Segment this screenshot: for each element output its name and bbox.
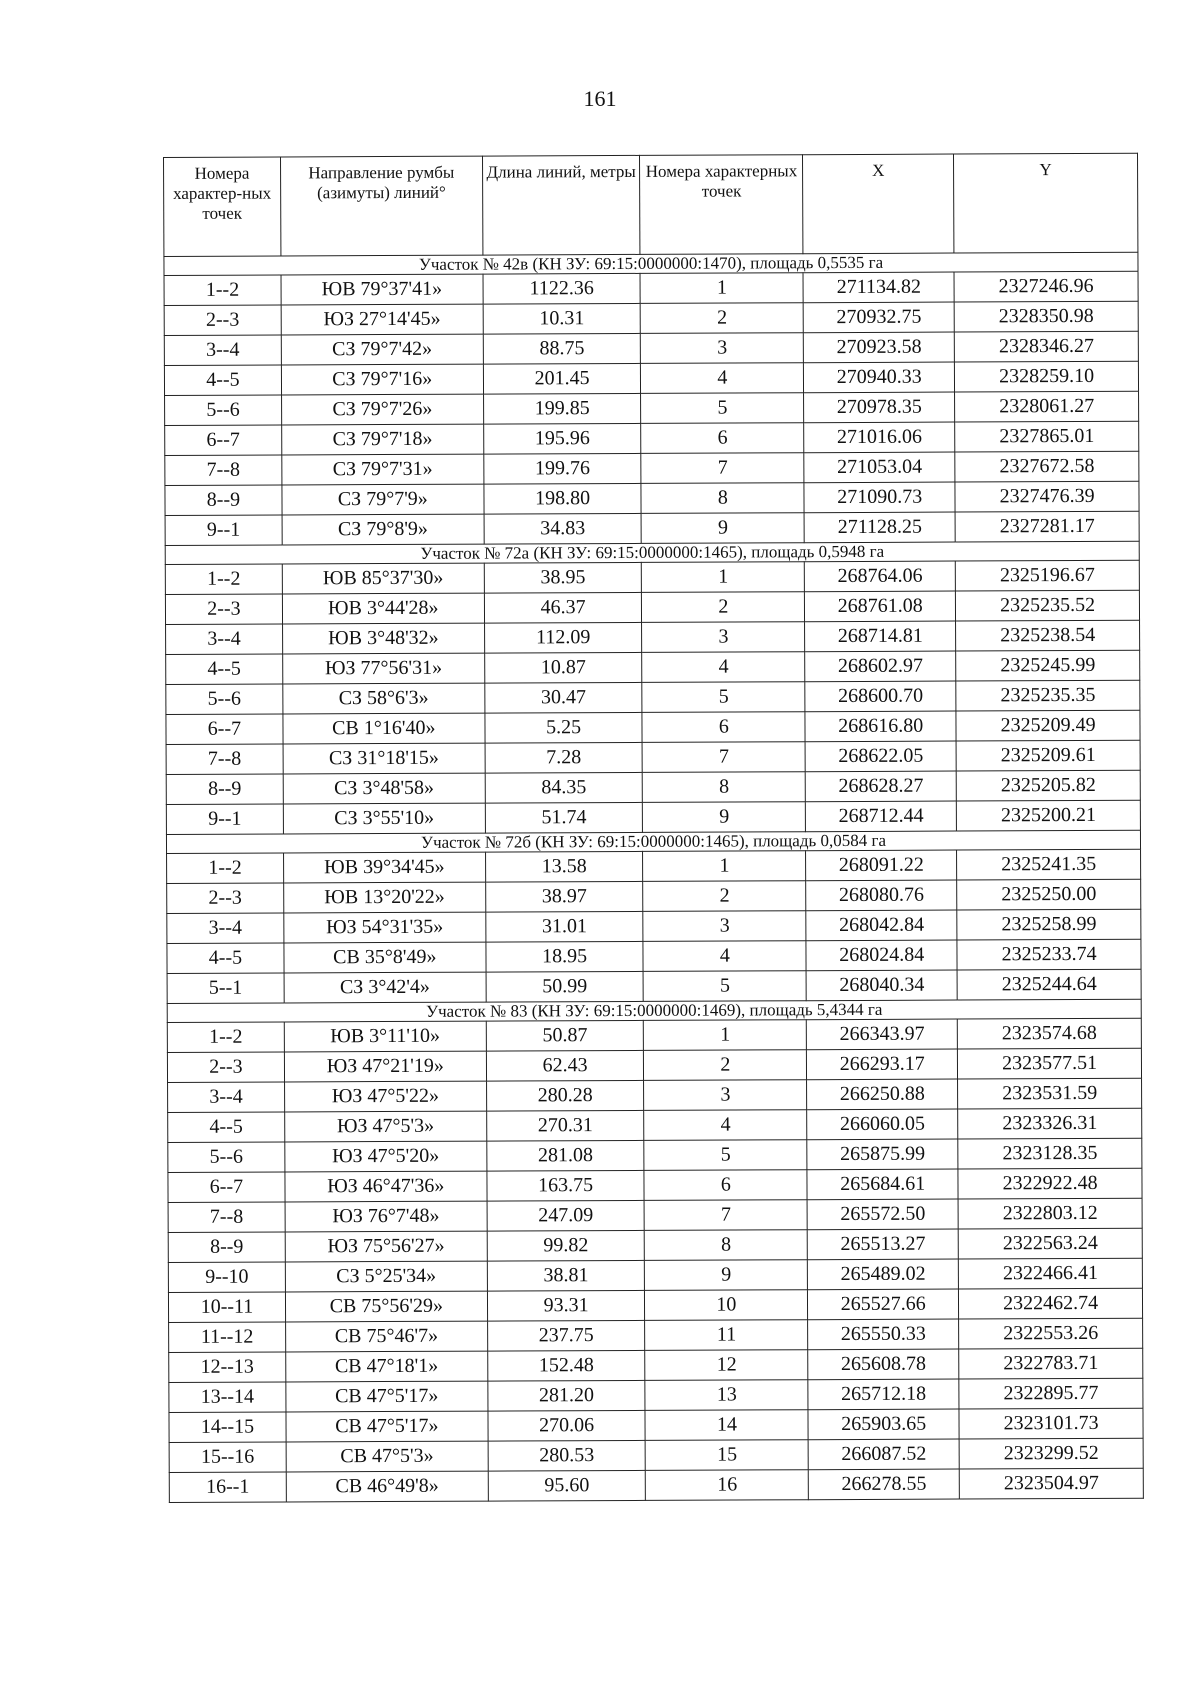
y-coordinate-cell: 2325233.74: [957, 939, 1141, 970]
table-row: [167, 1048, 1141, 1082]
length-cell: 18.95: [486, 941, 644, 972]
y-coordinate-cell: 2323128.35: [958, 1138, 1142, 1169]
direction-cell: ЮЗ 27°14'45»: [281, 304, 483, 335]
table-row: [166, 650, 1140, 684]
direction-cell: СВ 75°46'7»: [285, 1321, 487, 1352]
direction-cell: СВ 47°5'17»: [286, 1381, 488, 1412]
y-coordinate-cell: 2323101.73: [959, 1408, 1143, 1439]
y-coordinate-cell: 2325235.52: [956, 590, 1140, 621]
direction-cell: СВ 46°49'8»: [286, 1471, 488, 1502]
point-number-cell: 4: [642, 652, 805, 683]
length-cell: 38.95: [484, 562, 642, 593]
x-coordinate-cell: 271134.82: [803, 272, 954, 303]
segment-cell: 13--14: [169, 1382, 286, 1413]
point-number-cell: 2: [643, 881, 806, 912]
table-row: [168, 1228, 1142, 1262]
length-cell: 46.37: [484, 592, 642, 623]
segment-cell: 5--6: [166, 684, 283, 715]
y-coordinate-cell: 2323531.59: [958, 1078, 1142, 1109]
y-coordinate-cell: 2322466.41: [958, 1258, 1142, 1289]
x-coordinate-cell: 266343.97: [807, 1019, 958, 1050]
x-coordinate-cell: 271053.04: [804, 452, 955, 483]
length-cell: 50.99: [486, 971, 644, 1002]
y-coordinate-cell: 2325205.82: [956, 770, 1140, 801]
x-coordinate-cell: 270978.35: [804, 392, 955, 423]
point-number-cell: 1: [640, 273, 803, 304]
segment-cell: 6--7: [165, 425, 282, 456]
segment-cell: 8--9: [165, 485, 282, 516]
segment-cell: 2--3: [164, 305, 281, 336]
length-cell: 201.45: [483, 363, 641, 394]
y-coordinate-cell: 2322803.12: [958, 1198, 1142, 1229]
y-coordinate-cell: 2322783.71: [959, 1348, 1143, 1379]
table-row: [168, 1078, 1142, 1112]
segment-cell: 4--5: [166, 654, 283, 685]
point-number-cell: 3: [643, 911, 806, 942]
table-row: [168, 1138, 1142, 1172]
length-cell: 247.09: [487, 1200, 645, 1231]
point-number-cell: 5: [644, 1140, 807, 1171]
x-coordinate-cell: 268042.84: [806, 910, 957, 941]
length-cell: 93.31: [487, 1290, 645, 1321]
direction-cell: ЮЗ 47°5'20»: [285, 1141, 487, 1172]
segment-cell: 2--3: [167, 1052, 284, 1083]
x-coordinate-cell: 265572.50: [807, 1199, 958, 1230]
point-number-cell: 14: [645, 1410, 808, 1441]
segment-cell: 3--4: [168, 1082, 285, 1113]
segment-cell: 3--4: [164, 335, 281, 366]
y-coordinate-cell: 2325235.35: [956, 680, 1140, 711]
point-number-cell: 8: [643, 772, 806, 803]
length-cell: 13.58: [485, 851, 643, 882]
segment-cell: 11--12: [169, 1322, 286, 1353]
segment-cell: 9--10: [168, 1262, 285, 1293]
table-row: [169, 1468, 1143, 1502]
y-coordinate-cell: 2328350.98: [954, 301, 1138, 332]
direction-cell: СЗ 79°7'42»: [281, 334, 483, 365]
table-row: [164, 361, 1138, 395]
y-coordinate-cell: 2327865.01: [955, 421, 1139, 452]
length-cell: 281.20: [488, 1380, 646, 1411]
length-cell: 270.06: [488, 1410, 646, 1441]
table-body: [164, 252, 1143, 1502]
direction-cell: СЗ 79°7'31»: [282, 454, 484, 485]
y-coordinate-cell: 2327281.17: [955, 511, 1139, 542]
direction-cell: ЮЗ 54°31'35»: [284, 912, 486, 943]
table-row: [165, 560, 1139, 594]
segment-cell: 6--7: [166, 714, 283, 745]
segment-cell: 9--1: [166, 804, 283, 835]
point-number-cell: 1: [642, 562, 805, 593]
x-coordinate-cell: 270940.33: [804, 362, 955, 393]
y-coordinate-cell: 2327476.39: [955, 481, 1139, 512]
x-coordinate-cell: 265684.61: [807, 1169, 958, 1200]
point-number-cell: 10: [645, 1290, 808, 1321]
direction-cell: ЮВ 13°20'22»: [284, 882, 486, 913]
header-direction: Направление румбы (азимуты) линий°: [280, 156, 482, 256]
length-cell: 50.87: [486, 1020, 644, 1051]
point-number-cell: 3: [644, 1080, 807, 1111]
table-row: [166, 800, 1140, 834]
header-points: Номера характер-ных точек: [164, 157, 281, 257]
point-number-cell: 6: [642, 712, 805, 743]
x-coordinate-cell: 265875.99: [807, 1139, 958, 1170]
point-number-cell: 3: [642, 622, 805, 653]
segment-cell: 7--8: [166, 744, 283, 775]
table-row: [164, 331, 1138, 365]
section-title: Участок № 72а (КН ЗУ: 69:15:0000000:1465), площадь 0,5948 га: [165, 541, 1139, 564]
x-coordinate-cell: 270923.58: [804, 332, 955, 363]
point-number-cell: 9: [642, 513, 805, 544]
table-row: [165, 391, 1139, 425]
table-row: [167, 849, 1141, 883]
length-cell: 195.96: [483, 423, 641, 454]
direction-cell: ЮВ 3°48'32»: [282, 623, 484, 654]
x-coordinate-cell: 268091.22: [806, 850, 957, 881]
segment-cell: 1--2: [165, 564, 282, 595]
length-cell: 38.97: [485, 881, 643, 912]
y-coordinate-cell: 2328259.10: [955, 361, 1139, 392]
section-title: Участок № 72б (КН ЗУ: 69:15:0000000:1465), площадь 0,0584 га: [166, 830, 1140, 853]
table-row: [167, 969, 1141, 1003]
y-coordinate-cell: 2325241.35: [957, 849, 1141, 880]
y-coordinate-cell: 2323299.52: [959, 1438, 1143, 1469]
length-cell: 84.35: [485, 772, 643, 803]
direction-cell: ЮЗ 46°47'36»: [285, 1171, 487, 1202]
length-cell: 30.47: [485, 682, 643, 713]
point-number-cell: 2: [642, 592, 805, 623]
y-coordinate-cell: 2323577.51: [958, 1048, 1142, 1079]
length-cell: 10.87: [484, 652, 642, 683]
segment-cell: 1--2: [164, 275, 281, 306]
x-coordinate-cell: 270932.75: [803, 302, 954, 333]
segment-cell: 1--2: [167, 1022, 284, 1053]
segment-cell: 6--7: [168, 1172, 285, 1203]
point-number-cell: 6: [644, 1170, 807, 1201]
point-number-cell: 8: [641, 483, 804, 514]
table-row: [167, 939, 1141, 973]
segment-cell: 12--13: [169, 1352, 286, 1383]
direction-cell: СЗ 79°7'16»: [281, 364, 483, 395]
point-number-cell: 12: [645, 1350, 808, 1381]
point-number-cell: 2: [644, 1050, 807, 1081]
point-number-cell: 6: [641, 423, 804, 454]
direction-cell: СВ 35°8'49»: [284, 942, 486, 973]
segment-cell: 3--4: [167, 913, 284, 944]
x-coordinate-cell: 268616.80: [805, 711, 956, 742]
length-cell: 88.75: [483, 333, 641, 364]
table-row: [165, 451, 1139, 485]
table-row: [169, 1348, 1143, 1382]
point-number-cell: 4: [644, 1110, 807, 1141]
point-number-cell: 5: [641, 393, 804, 424]
y-coordinate-cell: 2327246.96: [954, 271, 1138, 302]
y-coordinate-cell: 2325244.64: [957, 969, 1141, 1000]
length-cell: 199.85: [483, 393, 641, 424]
direction-cell: СВ 47°5'17»: [286, 1411, 488, 1442]
x-coordinate-cell: 265527.66: [808, 1289, 959, 1320]
segment-cell: 8--9: [168, 1232, 285, 1263]
x-coordinate-cell: 266250.88: [807, 1079, 958, 1110]
direction-cell: ЮЗ 75°56'27»: [285, 1231, 487, 1262]
header-x: X: [803, 154, 954, 254]
x-coordinate-cell: 268040.34: [806, 970, 957, 1001]
table-row: [165, 590, 1139, 624]
direction-cell: ЮВ 3°11'10»: [284, 1021, 486, 1052]
point-number-cell: 5: [642, 682, 805, 713]
table-row: [168, 1168, 1142, 1202]
table-row: [166, 620, 1140, 654]
table-row: [165, 421, 1139, 455]
direction-cell: СВ 47°5'3»: [286, 1441, 488, 1472]
segment-cell: 4--5: [168, 1112, 285, 1143]
length-cell: 280.53: [488, 1440, 646, 1471]
segment-cell: 16--1: [169, 1472, 286, 1503]
y-coordinate-cell: 2322895.77: [959, 1378, 1143, 1409]
segment-cell: 2--3: [167, 883, 284, 914]
x-coordinate-cell: 271090.73: [804, 482, 955, 513]
direction-cell: ЮВ 3°44'28»: [282, 593, 484, 624]
x-coordinate-cell: 265903.65: [808, 1409, 959, 1440]
x-coordinate-cell: 271016.06: [804, 422, 955, 453]
direction-cell: СЗ 79°7'9»: [282, 484, 484, 515]
direction-cell: СЗ 79°8'9»: [282, 514, 484, 545]
table-row: [169, 1378, 1143, 1412]
x-coordinate-cell: 266087.52: [808, 1439, 959, 1470]
point-number-cell: 5: [644, 971, 807, 1002]
length-cell: 31.01: [486, 911, 644, 942]
y-coordinate-cell: 2325258.99: [957, 909, 1141, 940]
y-coordinate-cell: 2328061.27: [955, 391, 1139, 422]
length-cell: 163.75: [487, 1170, 645, 1201]
table-row: [169, 1438, 1143, 1472]
y-coordinate-cell: 2325238.54: [956, 620, 1140, 651]
x-coordinate-cell: 265608.78: [808, 1349, 959, 1380]
x-coordinate-cell: 268622.05: [805, 741, 956, 772]
y-coordinate-cell: 2325196.67: [955, 560, 1139, 591]
x-coordinate-cell: 268761.08: [805, 591, 956, 622]
table-row: [166, 770, 1140, 804]
table-row: [166, 680, 1140, 714]
coordinates-table: [163, 153, 1144, 1503]
point-number-cell: 13: [645, 1380, 808, 1411]
y-coordinate-cell: 2328346.27: [954, 331, 1138, 362]
direction-cell: ЮЗ 76°7'48»: [285, 1201, 487, 1232]
point-number-cell: 8: [645, 1230, 808, 1261]
x-coordinate-cell: 266278.55: [809, 1469, 960, 1500]
x-coordinate-cell: 265513.27: [807, 1229, 958, 1260]
point-number-cell: 1: [644, 1020, 807, 1051]
y-coordinate-cell: 2322462.74: [959, 1288, 1143, 1319]
x-coordinate-cell: 265489.02: [808, 1259, 959, 1290]
x-coordinate-cell: 268764.06: [805, 561, 956, 592]
direction-cell: СЗ 79°7'26»: [281, 394, 483, 425]
y-coordinate-cell: 2323504.97: [959, 1468, 1143, 1499]
direction-cell: СВ 47°18'1»: [286, 1351, 488, 1382]
length-cell: 199.76: [484, 453, 642, 484]
direction-cell: ЮВ 85°37'30»: [282, 563, 484, 594]
direction-cell: СЗ 3°42'4»: [284, 972, 486, 1003]
direction-cell: ЮЗ 47°21'19»: [284, 1051, 486, 1082]
segment-cell: 1--2: [167, 853, 284, 884]
length-cell: 237.75: [487, 1320, 645, 1351]
length-cell: 1122.36: [483, 273, 641, 304]
x-coordinate-cell: 268024.84: [806, 940, 957, 971]
table-row: [168, 1198, 1142, 1232]
direction-cell: ЮЗ 47°5'22»: [284, 1081, 486, 1112]
length-cell: 270.31: [486, 1110, 644, 1141]
header-length: Длина линий, метры: [482, 155, 640, 255]
length-cell: 95.60: [488, 1470, 646, 1501]
x-coordinate-cell: 266293.17: [807, 1049, 958, 1080]
direction-cell: СВ 1°16'40»: [283, 713, 485, 744]
direction-cell: СЗ 31°18'15»: [283, 743, 485, 774]
point-number-cell: 9: [643, 802, 806, 833]
table-row: [169, 1408, 1143, 1442]
x-coordinate-cell: 265550.33: [808, 1319, 959, 1350]
direction-cell: ЮВ 79°37'41»: [281, 274, 483, 305]
segment-cell: 7--8: [165, 455, 282, 486]
table-row: [168, 1258, 1142, 1292]
length-cell: 34.83: [484, 513, 642, 544]
point-number-cell: 7: [645, 1200, 808, 1231]
y-coordinate-cell: 2325200.21: [956, 800, 1140, 831]
point-number-cell: 15: [646, 1440, 809, 1471]
header-row: [164, 153, 1138, 256]
y-coordinate-cell: 2325209.49: [956, 710, 1140, 741]
x-coordinate-cell: 268712.44: [806, 801, 957, 832]
segment-cell: 7--8: [168, 1202, 285, 1233]
point-number-cell: 7: [643, 742, 806, 773]
length-cell: 62.43: [486, 1050, 644, 1081]
segment-cell: 2--3: [165, 594, 282, 625]
segment-cell: 4--5: [167, 943, 284, 974]
table-row: [166, 710, 1140, 744]
point-number-cell: 9: [645, 1260, 808, 1291]
table-row: [167, 909, 1141, 943]
segment-cell: 8--9: [166, 774, 283, 805]
segment-cell: 5--6: [165, 395, 282, 426]
section-title: Участок № 83 (КН ЗУ: 69:15:0000000:1469), площадь 5,4344 га: [167, 999, 1141, 1022]
point-number-cell: 2: [641, 303, 804, 334]
y-coordinate-cell: 2322553.26: [959, 1318, 1143, 1349]
length-cell: 152.48: [487, 1350, 645, 1381]
table-row: [167, 1018, 1141, 1052]
direction-cell: ЮЗ 77°56'31»: [283, 653, 485, 684]
table-row: [168, 1288, 1142, 1322]
direction-cell: СЗ 58°6'3»: [283, 683, 485, 714]
y-coordinate-cell: 2322922.48: [958, 1168, 1142, 1199]
direction-cell: СЗ 3°48'58»: [283, 773, 485, 804]
length-cell: 38.81: [487, 1260, 645, 1291]
y-coordinate-cell: 2325245.99: [956, 650, 1140, 681]
length-cell: 281.08: [487, 1140, 645, 1171]
length-cell: 5.25: [485, 712, 643, 743]
segment-cell: 9--1: [165, 515, 282, 546]
length-cell: 112.09: [484, 622, 642, 653]
table-row: [166, 740, 1140, 774]
point-number-cell: 3: [641, 333, 804, 364]
header-point-numbers: Номера характерных точек: [640, 155, 803, 255]
x-coordinate-cell: 268602.97: [805, 651, 956, 682]
segment-cell: 15--16: [169, 1442, 286, 1473]
segment-cell: 5--1: [167, 973, 284, 1004]
section-title: Участок № 42в (КН ЗУ: 69:15:0000000:1470), площадь 0,5535 га: [164, 252, 1138, 275]
segment-cell: 3--4: [166, 624, 283, 655]
segment-cell: 5--6: [168, 1142, 285, 1173]
table-row: [168, 1108, 1142, 1142]
length-cell: 99.82: [487, 1230, 645, 1261]
header-y: Y: [954, 153, 1138, 253]
segment-cell: 14--15: [169, 1412, 286, 1443]
point-number-cell: 11: [645, 1320, 808, 1351]
direction-cell: СЗ 3°55'10»: [283, 803, 485, 834]
x-coordinate-cell: 268080.76: [806, 880, 957, 911]
length-cell: 10.31: [483, 303, 641, 334]
y-coordinate-cell: 2327672.58: [955, 451, 1139, 482]
x-coordinate-cell: 266060.05: [807, 1109, 958, 1140]
page-number: 161: [583, 86, 617, 111]
length-cell: 7.28: [485, 742, 643, 773]
y-coordinate-cell: 2322563.24: [958, 1228, 1142, 1259]
segment-cell: 10--11: [168, 1292, 285, 1323]
table-row: [164, 271, 1138, 305]
length-cell: 51.74: [485, 802, 643, 833]
point-number-cell: 4: [643, 941, 806, 972]
direction-cell: СЗ 79°7'18»: [282, 424, 484, 455]
length-cell: 198.80: [484, 483, 642, 514]
x-coordinate-cell: 268714.81: [805, 621, 956, 652]
y-coordinate-cell: 2323574.68: [957, 1018, 1141, 1049]
table-row: [165, 481, 1139, 515]
direction-cell: ЮЗ 47°5'3»: [285, 1111, 487, 1142]
direction-cell: СЗ 5°25'34»: [285, 1261, 487, 1292]
point-number-cell: 7: [641, 453, 804, 484]
x-coordinate-cell: 265712.18: [808, 1379, 959, 1410]
y-coordinate-cell: 2325250.00: [957, 879, 1141, 910]
direction-cell: СВ 75°56'29»: [285, 1291, 487, 1322]
segment-cell: 4--5: [164, 365, 281, 396]
y-coordinate-cell: 2325209.61: [956, 740, 1140, 771]
table-row: [164, 301, 1138, 335]
length-cell: 280.28: [486, 1080, 644, 1111]
y-coordinate-cell: 2323326.31: [958, 1108, 1142, 1139]
table-row: [167, 879, 1141, 913]
table-row: [169, 1318, 1143, 1352]
point-number-cell: 16: [646, 1470, 809, 1501]
x-coordinate-cell: 271128.25: [804, 512, 955, 543]
point-number-cell: 4: [641, 363, 804, 394]
x-coordinate-cell: 268600.70: [805, 681, 956, 712]
table-row: [165, 511, 1139, 545]
point-number-cell: 1: [643, 851, 806, 882]
direction-cell: ЮВ 39°34'45»: [283, 852, 485, 883]
x-coordinate-cell: 268628.27: [806, 771, 957, 802]
